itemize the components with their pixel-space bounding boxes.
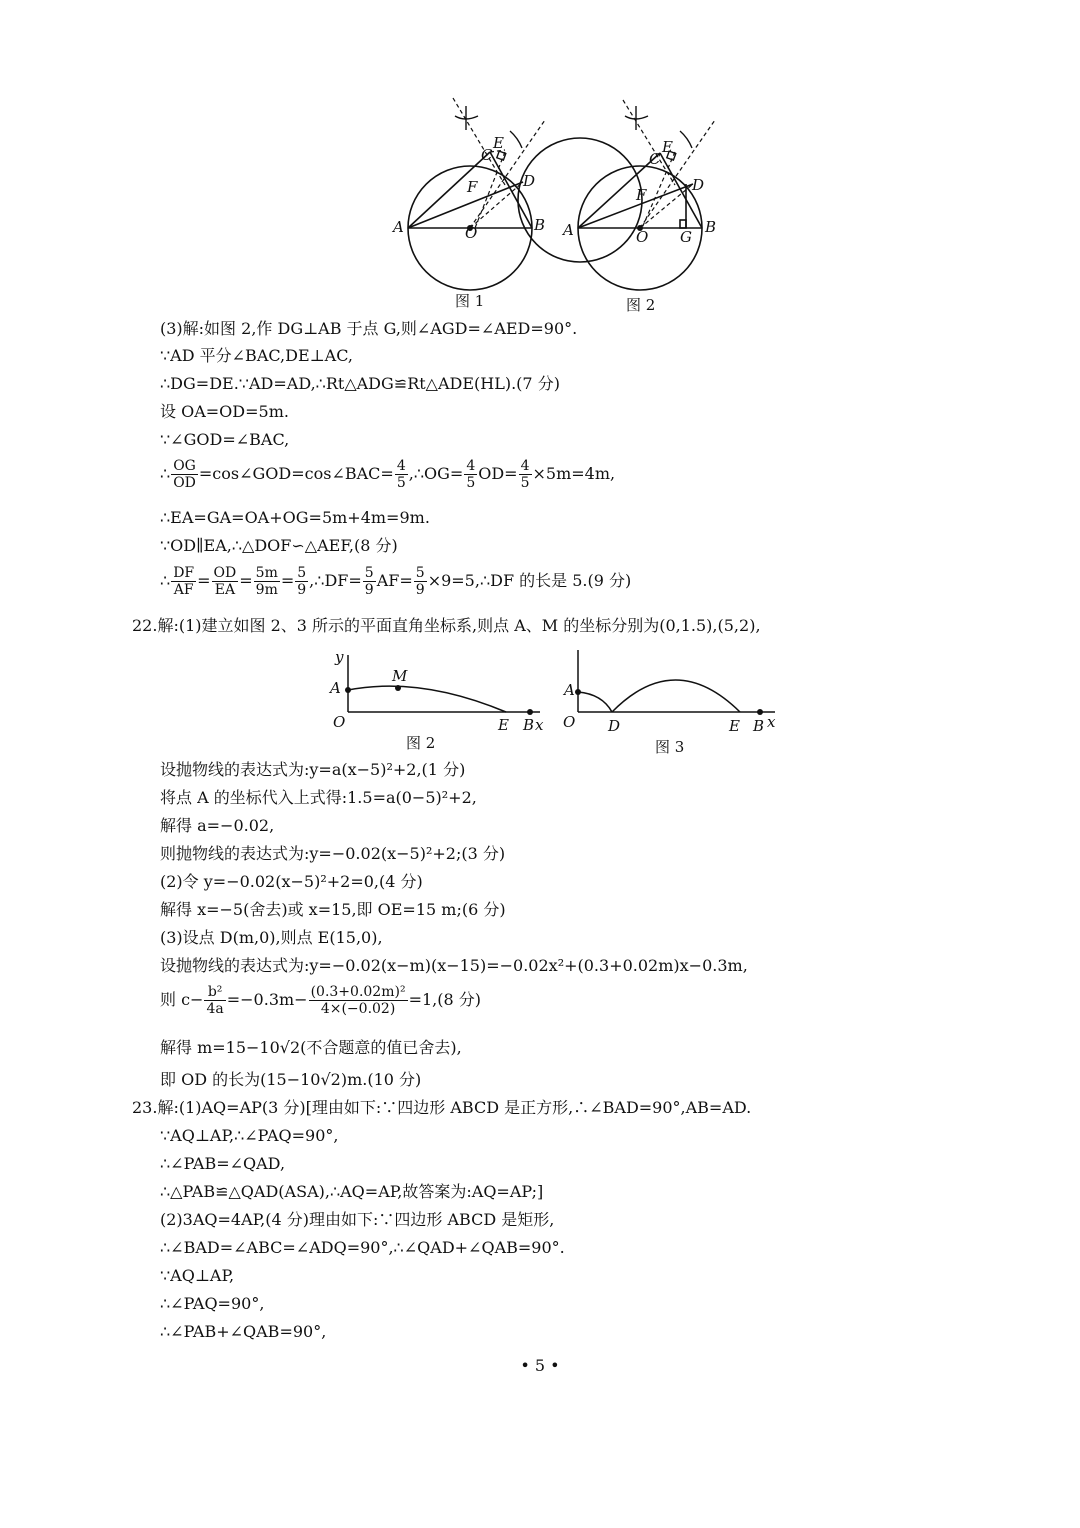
q22-line-3: 将点 A 的坐标代入上式得:1.5=a(0−5)²+2, [160, 788, 477, 807]
page-number: • 5 • [520, 1356, 560, 1375]
fig3-label-x: x [767, 713, 776, 731]
fig2b-label-M: M [392, 667, 408, 685]
q21-line-3: ∴DG=DE.∵AD=AD,∴Rt△ADG≌Rt△ADE(HL).(7 分) [160, 374, 560, 393]
fig2b-label-E: E [498, 716, 509, 734]
fig3-label-A: A [564, 681, 575, 699]
fig2-label-D: D [692, 176, 705, 194]
fig1-label-B: B [534, 216, 546, 234]
fig3-label-D: D [608, 717, 621, 735]
q21-line-6: ∴ $\frac{OG}{OD}$ =cos∠GOD=cos∠BAC= $\frac{4}{5}$ ,∴OG= $\frac{4}{5}$ OD= $\frac{4}{5}$ ×5m=4m, [160, 458, 616, 491]
fig2-title: 图 2 [626, 296, 656, 314]
q23-line-1: 23.解:(1)AQ=AP(3 分)[理由如下:∵四边形 ABCD 是正方形,∴∠BAD=90°,AB=AD. [132, 1098, 752, 1117]
fig3-label-B: B [753, 717, 765, 735]
parabola-figures-2-3 [325, 640, 785, 736]
fig1-label-O: O [465, 224, 478, 242]
q23-line-8: ∴∠PAQ=90°, [160, 1294, 265, 1313]
q22-line-1: 22.解:(1)建立如图 2、3 所示的平面直角坐标系,则点 A、M 的坐标分别为(0,1.5),(5,2), [132, 616, 761, 635]
q22-line-8: (3)设点 D(m,0),则点 E(15,0), [160, 928, 383, 947]
q22-line-4: 解得 a=−0.02, [160, 816, 275, 835]
q22-line-2: 设抛物线的表达式为:y=a(x−5)²+2,(1 分) [160, 760, 466, 779]
q23-line-7: ∵AQ⊥AP, [160, 1266, 235, 1285]
fig1-label-E: E [493, 134, 504, 152]
q23-line-3: ∴∠PAB=∠QAD, [160, 1154, 286, 1173]
fig2b-label-y: y [335, 648, 344, 666]
fig1-label-C: C [481, 146, 493, 164]
fig2b-label-x: x [535, 716, 544, 734]
fig2b-label-O: O [333, 713, 346, 731]
q23-line-5: (2)3AQ=4AP,(4 分)理由如下:∵四边形 ABCD 是矩形, [160, 1210, 555, 1229]
q22-line-12: 即 OD 的长为(15−10√2)m.(10 分) [160, 1070, 422, 1089]
fig2b-label-B: B [523, 716, 535, 734]
q22-line-5: 则抛物线的表达式为:y=−0.02(x−5)²+2;(3 分) [160, 844, 506, 863]
q22-fig3-title: 图 3 [655, 738, 685, 756]
q22-line-10: 则 c− $\frac{\text{b²}}{4a}$ =−0.3m− $\frac{\text{(0.3+0.02m)²}}{4\times(-0.02)}$ =1,(8 分) [160, 984, 481, 1017]
q21-line-5: ∵∠GOD=∠BAC, [160, 430, 290, 449]
fig1-title: 图 1 [455, 292, 485, 310]
q23-line-4: ∴△PAB≌△QAD(ASA),∴AQ=AP,故答案为:AQ=AP;] [160, 1182, 544, 1201]
q22-line-11: 解得 m=15−10√2(不合题意的值已舍去), [160, 1038, 462, 1057]
fig1-label-A: A [393, 218, 404, 236]
fig2-label-E: E [662, 138, 673, 156]
q22-line-9: 设抛物线的表达式为:y=−0.02(x−m)(x−15)=−0.02x²+(0.3+0.02m)x−0.3m, [160, 956, 748, 975]
fig1-label-D: D [523, 172, 536, 190]
fig2-label-G: G [680, 228, 692, 246]
fig2-label-B: B [705, 218, 717, 236]
q23-line-9: ∴∠PAB+∠QAB=90°, [160, 1322, 327, 1341]
q21-line-9: ∴ $\frac{DF}{AF}$ = $\frac{OD}{EA}$ = $\frac{5m}{9m}$ = $\frac{5}{9}$ ,∴DF= $\frac{5}{9}$ AF= $\frac{5}{9}$ ×9=5,∴DF 的长是 5.(9 分) [160, 565, 632, 598]
q21-line-4: 设 OA=OD=5m. [160, 402, 289, 421]
fig2-label-C: C [649, 150, 661, 168]
fig1-label-F: F [467, 178, 478, 196]
q21-line-7: ∴EA=GA=OA+OG=5m+4m=9m. [160, 508, 430, 527]
fig2-label-O: O [636, 228, 649, 246]
fig2b-label-A: A [330, 679, 341, 697]
q21-line-2: ∵AD 平分∠BAC,DE⊥AC, [160, 346, 353, 365]
fig3-label-E: E [729, 717, 740, 735]
fig2-label-A: A [563, 221, 574, 239]
q23-line-2: ∵AQ⊥AP,∴∠PAQ=90°, [160, 1126, 339, 1145]
q21-line-8: ∵OD∥EA,∴△DOF∽△AEF,(8 分) [160, 536, 398, 555]
q23-line-6: ∴∠BAD=∠ABC=∠ADQ=90°,∴∠QAD+∠QAB=90°. [160, 1238, 565, 1257]
geometry-figures-1-2 [380, 92, 740, 292]
q22-fig2-title: 图 2 [406, 734, 436, 752]
q21-line-1: (3)解:如图 2,作 DG⊥AB 于点 G,则∠AGD=∠AED=90°. [160, 319, 578, 338]
q22-line-6: (2)令 y=−0.02(x−5)²+2=0,(4 分) [160, 872, 423, 891]
fig2-label-F: F [636, 186, 647, 204]
fig3-label-O: O [563, 713, 576, 731]
q22-line-7: 解得 x=−5(舍去)或 x=15,即 OE=15 m;(6 分) [160, 900, 506, 919]
